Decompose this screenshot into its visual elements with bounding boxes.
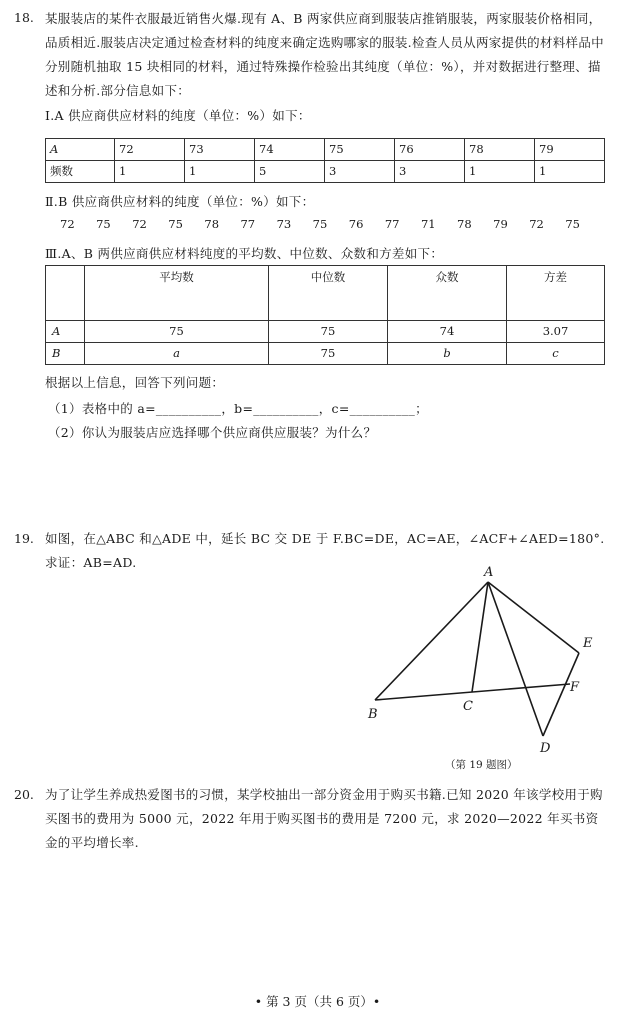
part1-title: Ⅰ.A 供应商供应材料的纯度（单位：%）如下： bbox=[45, 108, 311, 123]
table-row bbox=[46, 266, 605, 321]
question-18-number: 18. bbox=[14, 10, 34, 25]
list-item: 78 bbox=[457, 217, 472, 231]
table-cell: 75 bbox=[269, 343, 388, 365]
list-item: 75 bbox=[96, 217, 111, 231]
sub-question-1: （1）表格中的 a=__________，b=__________，c=__________； bbox=[48, 401, 428, 416]
list-item: 72 bbox=[60, 217, 75, 231]
table-cell: 1 bbox=[535, 161, 605, 183]
table-cell: 75 bbox=[325, 139, 395, 161]
list-item: 78 bbox=[204, 217, 220, 231]
table-cell: 72 bbox=[115, 139, 185, 161]
list-item: 75 bbox=[312, 217, 328, 231]
segment-ae bbox=[488, 582, 579, 653]
statistics-table bbox=[45, 265, 605, 365]
table-cell: a bbox=[85, 343, 269, 365]
list-item: 77 bbox=[240, 217, 256, 231]
page-footer: • 第 3 页（共 6 页）• bbox=[254, 994, 381, 1009]
table-cell: 1 bbox=[465, 161, 535, 183]
label-b: B bbox=[368, 707, 378, 722]
segment-bf bbox=[375, 684, 570, 700]
label-e: E bbox=[583, 636, 593, 651]
label-a: A bbox=[484, 565, 494, 580]
question-20-text: 为了让学生养成热爱图书的习惯，某学校抽出一部分资金用于购买书籍.已知 2020 年该学校用于购买图书的费用为 5000 元，2022 年用于购买图书的费用是 7200 元，求 2020—2022 年买书资金的平均增长率. bbox=[45, 787, 603, 850]
table-cell: 5 bbox=[255, 161, 325, 183]
supplier-b-values bbox=[60, 219, 580, 231]
table-cell: 76 bbox=[395, 139, 465, 161]
table-header: 平均数 bbox=[85, 266, 269, 321]
segment-ac bbox=[472, 582, 488, 692]
table-cell: 75 bbox=[269, 321, 388, 343]
part2-title: Ⅱ.B 供应商供应材料的纯度（单位：%）如下： bbox=[45, 194, 315, 209]
list-item: 72 bbox=[529, 217, 544, 231]
table-header: 中位数 bbox=[269, 266, 388, 321]
list-item: 73 bbox=[276, 217, 292, 231]
sub-question-2: （2）你认为服装店应选择哪个供应商供应服装？为什么？ bbox=[48, 425, 377, 440]
table-cell: 频数 bbox=[46, 161, 115, 183]
segment-ab bbox=[375, 582, 488, 700]
label-d: D bbox=[540, 741, 551, 756]
question-19-text: 如图，在△ABC 和△ADE 中，延长 BC 交 DE 于 F.BC=DE，AC=AE，∠ACF+∠AED=180°.求证：AB=AD. bbox=[45, 531, 605, 570]
question-20-number: 20. bbox=[14, 787, 34, 802]
segment-ed bbox=[543, 653, 579, 736]
table-cell: A bbox=[46, 321, 85, 343]
table-header bbox=[46, 266, 85, 321]
table-cell: 3 bbox=[325, 161, 395, 183]
list-item: 75 bbox=[168, 217, 183, 231]
list-item: 76 bbox=[348, 217, 364, 231]
table-cell: 78 bbox=[465, 139, 535, 161]
table-cell: 74 bbox=[255, 139, 325, 161]
table-cell: b bbox=[388, 343, 507, 365]
table-cell: 1 bbox=[185, 161, 255, 183]
table-header: 方差 bbox=[507, 266, 605, 321]
table-row bbox=[46, 139, 605, 161]
list-item: 79 bbox=[493, 217, 508, 231]
list-item: 71 bbox=[420, 217, 436, 231]
table-cell: 74 bbox=[388, 321, 507, 343]
table-cell: 3.07 bbox=[507, 321, 605, 343]
list-item: 75 bbox=[565, 217, 580, 231]
supplier-a-frequency-table bbox=[45, 138, 605, 183]
table-cell: B bbox=[46, 343, 85, 365]
table-row bbox=[46, 321, 605, 343]
figure-caption: （第 19 题图） bbox=[445, 759, 518, 771]
label-f: F bbox=[570, 680, 580, 695]
label-c: C bbox=[463, 699, 473, 714]
answer-intro: 根据以上信息，回答下列问题： bbox=[45, 375, 225, 390]
segment-ad bbox=[488, 582, 543, 736]
table-cell: 75 bbox=[85, 321, 269, 343]
table-cell: 79 bbox=[535, 139, 605, 161]
list-item: 72 bbox=[132, 217, 147, 231]
table-cell: A bbox=[46, 139, 115, 161]
list-item: 77 bbox=[384, 217, 400, 231]
table-cell: 73 bbox=[185, 139, 255, 161]
table-cell: 1 bbox=[115, 161, 185, 183]
table-row bbox=[46, 343, 605, 365]
part3-title: Ⅲ.A、B 两供应商供应材料纯度的平均数、中位数、众数和方差如下： bbox=[45, 246, 444, 261]
question-19-number: 19. bbox=[14, 531, 34, 546]
table-cell: c bbox=[507, 343, 605, 365]
table-header: 众数 bbox=[388, 266, 507, 321]
table-row bbox=[46, 161, 605, 183]
question-18-intro: 某服装店的某件衣服最近销售火爆.现有 A、B 两家供应商到服装店推销服装，两家服装价格相同，品质相近.服装店决定通过检查材料的纯度来确定选购哪家的服装.检查人员从两家提供的材料样品中分别随机抽取 15 块相同的材料，通过特殊操作检验出其纯度（单位：%），并对数据进行整理、描述和分析.部分信息如下： bbox=[45, 11, 604, 98]
table-cell: 3 bbox=[395, 161, 465, 183]
